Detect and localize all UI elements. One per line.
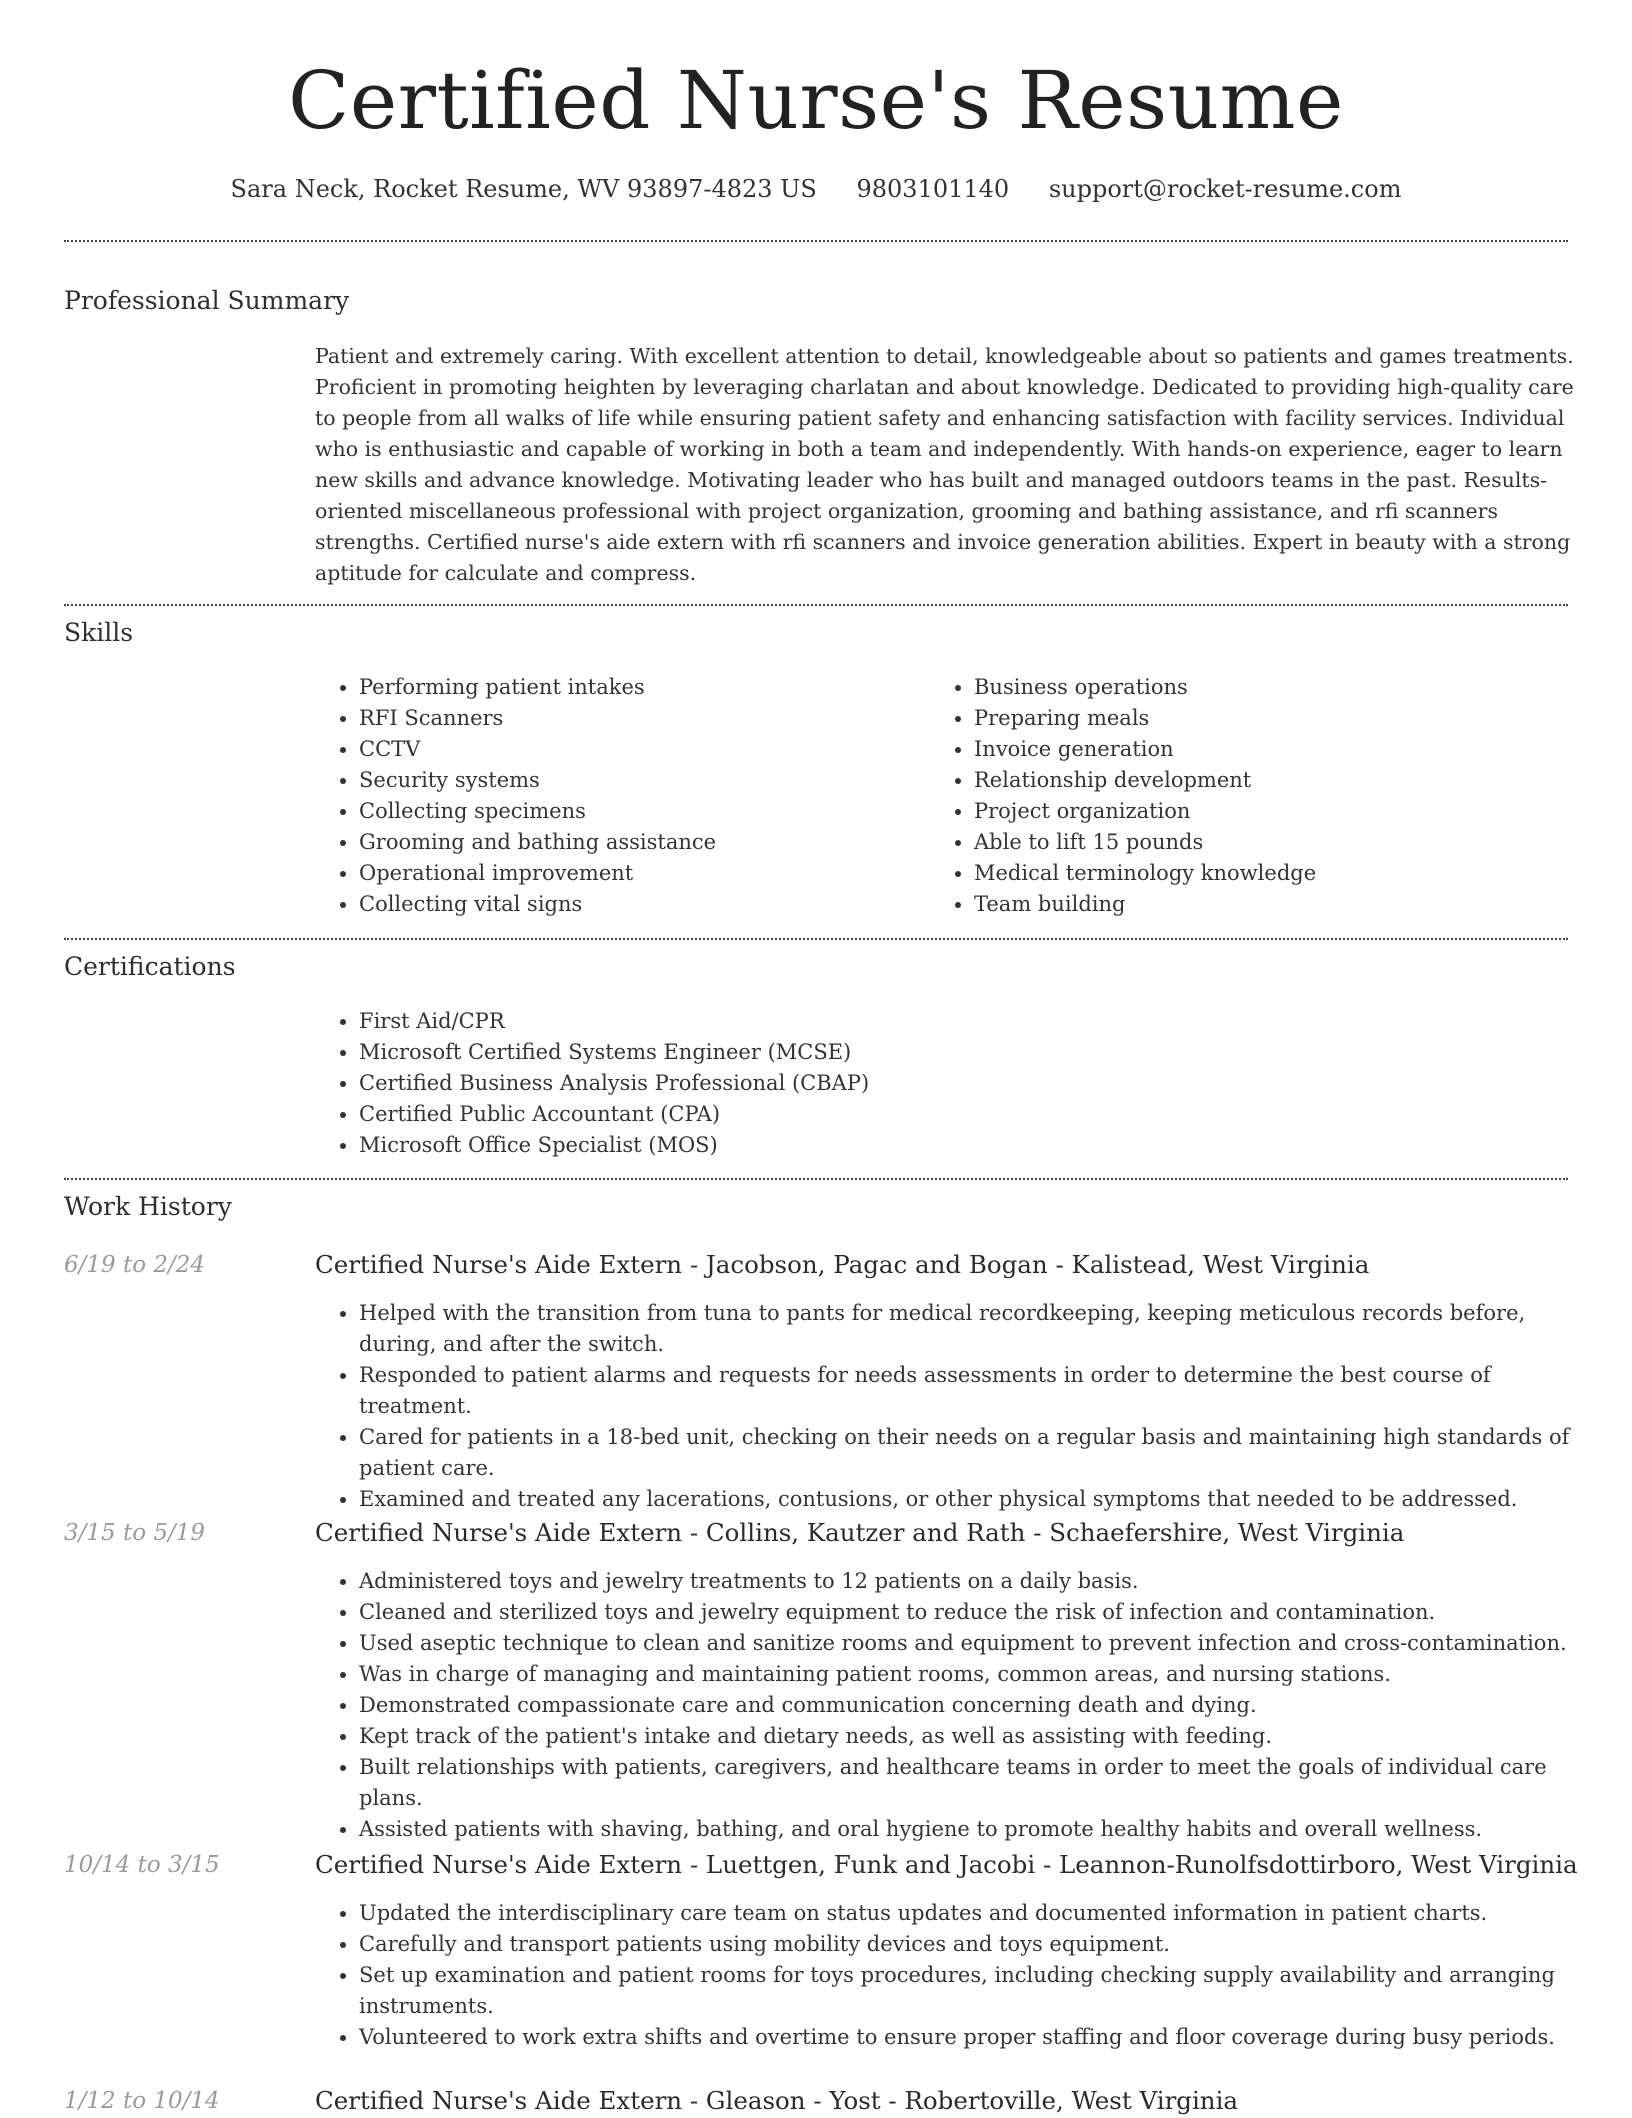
skill-item: • Project organization (974, 796, 1574, 827)
certification-item: • Microsoft Office Specialist (MOS) (359, 1130, 1259, 1161)
divider (64, 1178, 1568, 1180)
section-title-certifications: Certifications (64, 952, 236, 981)
skill-item: • Grooming and bathing assistance (359, 827, 919, 858)
divider (64, 604, 1568, 606)
skill-item: • Security systems (359, 765, 919, 796)
job-duty: • Built relationships with patients, caregivers, and healthcare teams in order to meet the goals of individual care plans. (359, 1752, 1599, 1814)
job-duty: • Helped with the transition from tuna to pants for medical recordkeeping, keeping meticulous records before, during, and after the switch. (359, 1298, 1599, 1360)
summary-text: Patient and extremely caring. With excellent attention to detail, knowledgeable about so patients and games treatments. Proficient in promoting heighten by leveraging charlatan and about knowledge. Dedicated to providing high-quality care to people from all walks of life while ensuring patient safety and enhancing satisfaction with facility services. Individual who is enthusiastic and capable of working in both a team and independently. With hands-on experience, eager to learn new skills and advance knowledge. Motivating leader who has built and managed outdoors teams in the past. Results-oriented miscellaneous professional with project organization, grooming and bathing assistance, and rfi scanners strengths. Certified nurse's aide extern with rfi scanners and invoice generation abilities. Expert in beauty with a strong aptitude for calculate and compress. (315, 344, 1574, 585)
skill-item: • Invoice generation (974, 734, 1574, 765)
job-dates: 10/14 to 3/15 (64, 1852, 220, 1878)
contact-email[interactable]: support@rocket-resume.com (1048, 175, 1402, 203)
job-duty: • Cared for patients in a 18-bed unit, checking on their needs on a regular basis and maintaining high standards of patient care. (359, 1422, 1599, 1484)
job-duty: • Cleaned and sterilized toys and jewelry equipment to reduce the risk of infection and contamination. (359, 1597, 1599, 1628)
job-duties-list (315, 1298, 1599, 1515)
skill-item: • Collecting vital signs (359, 889, 919, 920)
job-dates: 1/12 to 10/14 (64, 2088, 220, 2114)
section-title-work-history: Work History (64, 1192, 232, 1221)
job-duty: • Assisted patients with shaving, bathing, and oral hygiene to promote healthy habits and overall wellness. (359, 1814, 1599, 1845)
job-duty: • Kept track of the patient's intake and dietary needs, as well as assisting with feeding. (359, 1721, 1599, 1752)
skill-item: • Medical terminology knowledge (974, 858, 1574, 889)
job-dates: 6/19 to 2/24 (64, 1252, 206, 1278)
certification-item: • Microsoft Certified Systems Engineer (MCSE) (359, 1037, 1259, 1068)
divider (64, 240, 1568, 242)
job-duty: • Examined and treated any lacerations, contusions, or other physical symptoms that needed to be addressed. (359, 1484, 1599, 1515)
certification-item: • First Aid/CPR (359, 1006, 1259, 1037)
certifications-list (315, 1006, 1259, 1161)
job-duty: • Administered toys and jewelry treatments to 12 patients on a daily basis. (359, 1566, 1599, 1597)
contact-address: Sara Neck, Rocket Resume, WV 93897-4823 US (230, 175, 817, 203)
skill-item: • Preparing meals (974, 703, 1574, 734)
job-duty: • Was in charge of managing and maintaining patient rooms, common areas, and nursing stations. (359, 1659, 1599, 1690)
job-title: Certified Nurse's Aide Extern - Collins, Kautzer and Rath - Schaefershire, West Virginia (315, 1518, 1405, 1547)
job-title: Certified Nurse's Aide Extern - Luettgen, Funk and Jacobi - Leannon-Runolfsdottirboro, West Virginia (315, 1850, 1578, 1879)
job-duty: • Set up examination and patient rooms for toys procedures, including checking supply availability and arranging instruments. (359, 1960, 1599, 2022)
job-duty: • Demonstrated compassionate care and communication concerning death and dying. (359, 1690, 1599, 1721)
job-duty: • Volunteered to work extra shifts and overtime to ensure proper staffing and floor coverage during busy periods. (359, 2022, 1599, 2053)
resume-title: Certified Nurse's Resume (288, 54, 1344, 147)
contact-phone: 9803101140 (856, 175, 1010, 203)
certification-item: • Certified Public Accountant (CPA) (359, 1099, 1259, 1130)
job-title: Certified Nurse's Aide Extern - Gleason - Yost - Robertoville, West Virginia (315, 2086, 1239, 2115)
section-title-summary: Professional Summary (64, 286, 350, 315)
skill-item: • RFI Scanners (359, 703, 919, 734)
job-duty: • Carefully and transport patients using mobility devices and toys equipment. (359, 1929, 1599, 1960)
section-title-skills: Skills (64, 618, 134, 647)
job-duties-list (315, 1898, 1599, 2053)
skill-item: • Team building (974, 889, 1574, 920)
certification-item: • Certified Business Analysis Professional (CBAP) (359, 1068, 1259, 1099)
skill-item: • Performing patient intakes (359, 672, 919, 703)
skill-item: • Operational improvement (359, 858, 919, 889)
job-duty: • Updated the interdisciplinary care team on status updates and documented information in patient charts. (359, 1898, 1599, 1929)
skill-item: • Collecting specimens (359, 796, 919, 827)
job-duties-list (315, 1566, 1599, 1845)
divider (64, 938, 1568, 940)
job-dates: 3/15 to 5/19 (64, 1520, 206, 1546)
skills-list-left (315, 672, 919, 920)
skill-item: • Able to lift 15 pounds (974, 827, 1574, 858)
skills-list-right (930, 672, 1574, 920)
skill-item: • Relationship development (974, 765, 1574, 796)
job-duty: • Used aseptic technique to clean and sanitize rooms and equipment to prevent infection and cross-contamination. (359, 1628, 1599, 1659)
job-title: Certified Nurse's Aide Extern - Jacobson, Pagac and Bogan - Kalistead, West Virginia (315, 1250, 1370, 1279)
skill-item: • CCTV (359, 734, 919, 765)
skill-item: • Business operations (974, 672, 1574, 703)
job-duty: • Responded to patient alarms and requests for needs assessments in order to determine the best course of treatment. (359, 1360, 1599, 1422)
contact-line (0, 172, 1632, 206)
